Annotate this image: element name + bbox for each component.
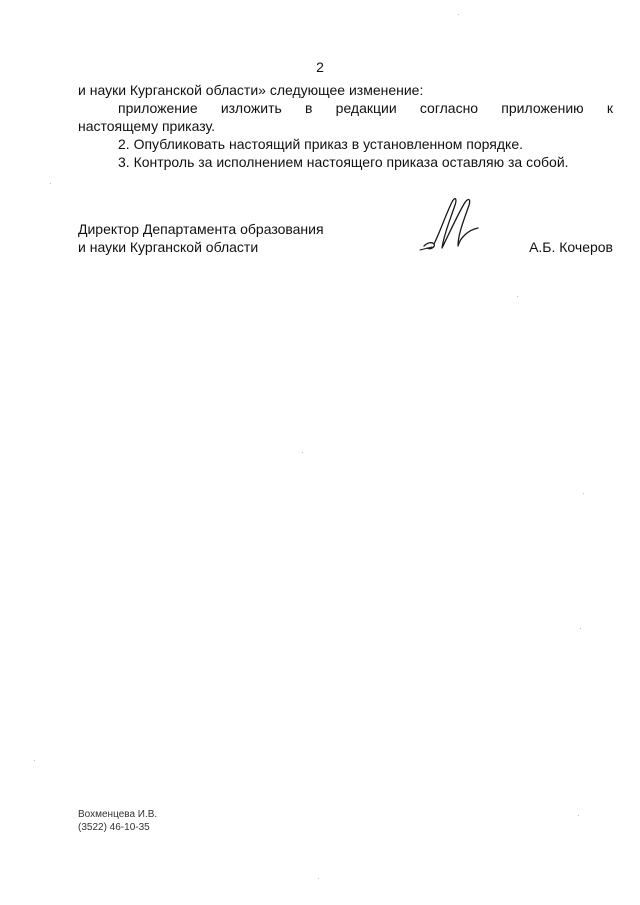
page-number: 2 — [316, 59, 324, 75]
scan-speck — [583, 493, 584, 494]
scan-speck — [517, 296, 518, 297]
executor-phone: (3522) 46-10-35 — [78, 822, 150, 833]
item-publish: 2. Опубликовать настоящий приказ в установленном порядке. — [118, 136, 524, 152]
scan-speck — [318, 878, 319, 879]
handwritten-signature-icon — [418, 192, 498, 260]
paragraph-continuation: и науки Курганской области» следующее изменение: — [78, 82, 424, 98]
scan-speck — [580, 628, 581, 629]
signatory-name: А.Б. Кочеров — [529, 239, 613, 255]
signatory-position-line-1: Директор Департамента образования — [78, 221, 324, 237]
scan-speck — [50, 183, 51, 184]
item-control: 3. Контроль за исполнением настоящего приказа оставляю за собой. — [118, 154, 569, 170]
scan-speck — [302, 452, 303, 453]
signatory-position-line-2: и науки Курганской области — [78, 239, 259, 255]
paragraph-appendix-line: приложение изложить в редакции согласно приложению к — [118, 100, 613, 116]
signature-block — [78, 220, 613, 260]
signatory-position — [78, 220, 324, 256]
scan-speck — [34, 760, 35, 761]
scan-speck — [458, 14, 459, 15]
executor-name: Вохменцева И.В. — [78, 809, 158, 820]
paragraph-appendix-end: настоящему приказу. — [78, 118, 215, 134]
executor-info — [78, 808, 157, 834]
scan-speck — [578, 815, 579, 816]
order-body — [78, 81, 613, 171]
